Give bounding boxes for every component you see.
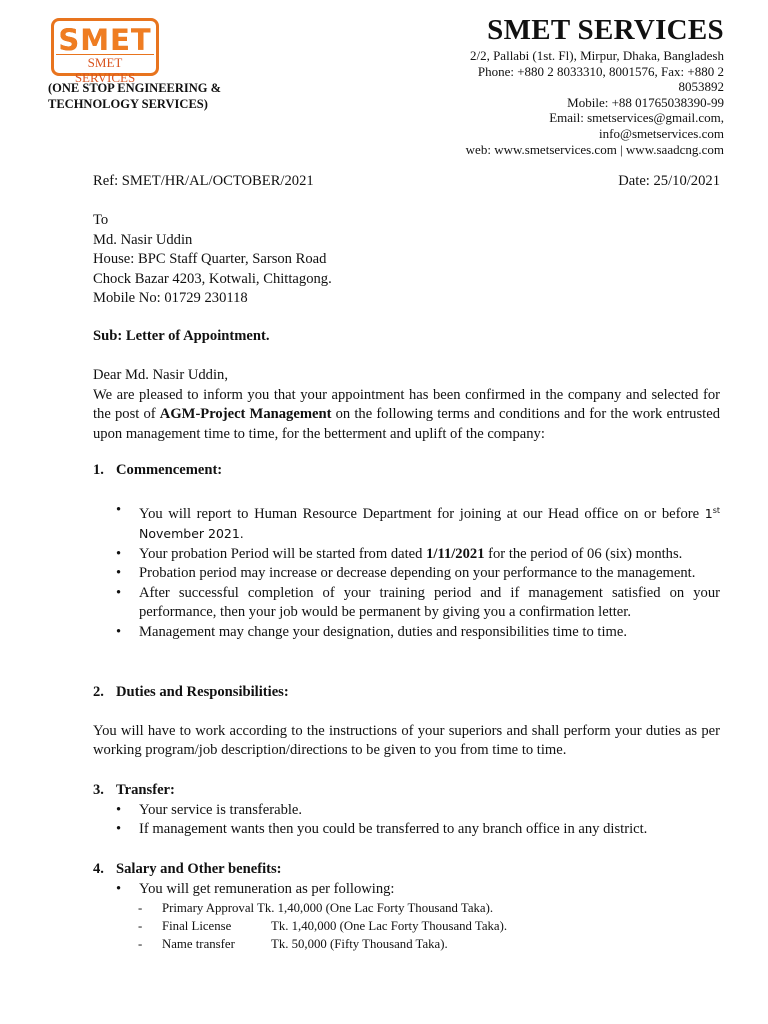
recipient-address-2: Chock Bazar 4203, Kotwali, Chittagong. bbox=[93, 270, 332, 287]
bullet-text: Your probation Period will be started from dated bbox=[139, 545, 427, 562]
letter-date: Date: 25/10/2021 bbox=[618, 173, 720, 189]
remuneration-row bbox=[93, 935, 720, 953]
duties-paragraph: You will have to work according to the instructions of your superiors and shall perform your duties as per working program/job description/directions to be given to you from time to time. bbox=[93, 722, 720, 758]
intro-text-a: We are pleased to inform you that your appointment has been confirmed in the company and selected for the post of bbox=[93, 386, 720, 422]
date-day: 1 bbox=[704, 505, 713, 521]
salutation: Dear Md. Nasir Uddin, bbox=[93, 367, 228, 383]
recipient-mobile: Mobile No: 01729 230118 bbox=[93, 290, 248, 306]
list-item: • Management may change your designation, duties and responsibilities time to time. bbox=[93, 623, 720, 643]
section-duties bbox=[93, 683, 720, 761]
section-title: Transfer: bbox=[116, 782, 175, 798]
remuneration-table bbox=[93, 899, 720, 953]
web-line: web: www.smetservices.com | www.saadcng.com bbox=[465, 141, 724, 157]
section-heading bbox=[93, 683, 720, 703]
recipient-address-1: House: BPC Staff Quarter, Sarson Road bbox=[93, 251, 327, 267]
section-heading bbox=[93, 860, 720, 880]
list-item bbox=[93, 501, 720, 545]
bullet-text: for the period of 06 (six) months. bbox=[484, 545, 683, 562]
section-heading bbox=[93, 781, 720, 801]
intro-text-b: on the following terms and conditions and for the work entrusted upon management time to time, for the betterment and uplift of the company: bbox=[93, 406, 720, 442]
email-line-2: info@smetservices.com bbox=[599, 125, 724, 141]
section-title: Commencement: bbox=[116, 462, 223, 478]
section-number: 1. bbox=[93, 462, 104, 478]
company-tagline: (ONE STOP ENGINEERING & TECHNOLOGY SERVICES) bbox=[48, 81, 222, 111]
section-transfer bbox=[93, 781, 720, 840]
intro-paragraph bbox=[93, 386, 720, 445]
transfer-list bbox=[93, 801, 720, 840]
date-rest: November 2021. bbox=[139, 526, 244, 542]
item-name: Name transfer bbox=[162, 937, 235, 951]
item-amount: Tk. 50,000 (Fifty Thousand Taka). bbox=[271, 937, 448, 951]
item-name: Final License bbox=[162, 919, 232, 933]
letter-intro bbox=[93, 366, 720, 444]
recipient-name: Md. Nasir Uddin bbox=[93, 231, 193, 248]
remuneration-row bbox=[93, 899, 720, 917]
contact-block bbox=[424, 48, 724, 157]
dash-marker: - bbox=[138, 919, 143, 933]
phone-line: Phone: +880 2 8033310, 8001576, Fax: +880 2 bbox=[477, 63, 724, 79]
list-item bbox=[93, 545, 720, 565]
list-item: • Probation period may increase or decrease depending on your performance to the management. bbox=[93, 564, 720, 584]
fax-line: 8053892 bbox=[678, 79, 724, 95]
company-name: SMET SERVICES bbox=[487, 14, 724, 46]
item-amount: Tk. 1,40,000 (One Lac Forty Thousand Taka). bbox=[271, 919, 508, 933]
letter-subject: Sub: Letter of Appointment. bbox=[93, 328, 270, 344]
item-amount: Tk. 1,40,000 (One Lac Forty Thousand Taka). bbox=[257, 901, 494, 915]
list-item: • You will get remuneration as per following: bbox=[93, 880, 720, 900]
item-name: Primary Approval bbox=[162, 901, 255, 915]
salary-list bbox=[93, 880, 720, 900]
section-number: 3. bbox=[93, 782, 104, 798]
section-number: 4. bbox=[93, 861, 104, 877]
section-title: Salary and Other benefits: bbox=[116, 861, 282, 877]
recipient-block bbox=[93, 211, 332, 309]
section-commencement bbox=[93, 461, 720, 642]
remuneration-row bbox=[93, 917, 720, 935]
logo-wordmark: SMET bbox=[58, 23, 152, 57]
address-line: 2/2, Pallabi (1st. Fl), Mirpur, Dhaka, Bangladesh bbox=[469, 48, 724, 63]
post-title: AGM-Project Management bbox=[159, 406, 332, 422]
section-heading bbox=[93, 461, 720, 481]
date-suffix: st bbox=[712, 505, 720, 515]
list-item: • If management wants then you could be transferred to any branch office in any district. bbox=[93, 820, 720, 840]
mobile-line: Mobile: +88 01765038390-99 bbox=[567, 94, 724, 110]
company-logo bbox=[51, 18, 159, 85]
bullet-text: You will report to Human Resource Department for joining at our Head office on or before bbox=[139, 505, 705, 522]
dash-marker: - bbox=[138, 901, 143, 915]
commencement-list bbox=[93, 501, 720, 643]
list-item: • After successful completion of your training period and if management satisfied on your performance, then your job would be permanent by giving you a confirmation letter. bbox=[93, 584, 720, 623]
list-item: • Your service is transferable. bbox=[93, 801, 720, 821]
probation-date: 1/11/2021 bbox=[426, 545, 485, 562]
email-line: Email: smetservices@gmail.com, bbox=[549, 110, 724, 126]
section-title: Duties and Responsibilities: bbox=[116, 684, 289, 700]
reference-number: Ref: SMET/HR/AL/OCTOBER/2021 bbox=[93, 173, 314, 189]
section-salary bbox=[93, 860, 720, 953]
section-number: 2. bbox=[93, 684, 104, 700]
to-label: To bbox=[93, 212, 109, 228]
dash-marker: - bbox=[138, 937, 143, 951]
logo-subtitle: SMET SERVICES bbox=[56, 54, 154, 70]
